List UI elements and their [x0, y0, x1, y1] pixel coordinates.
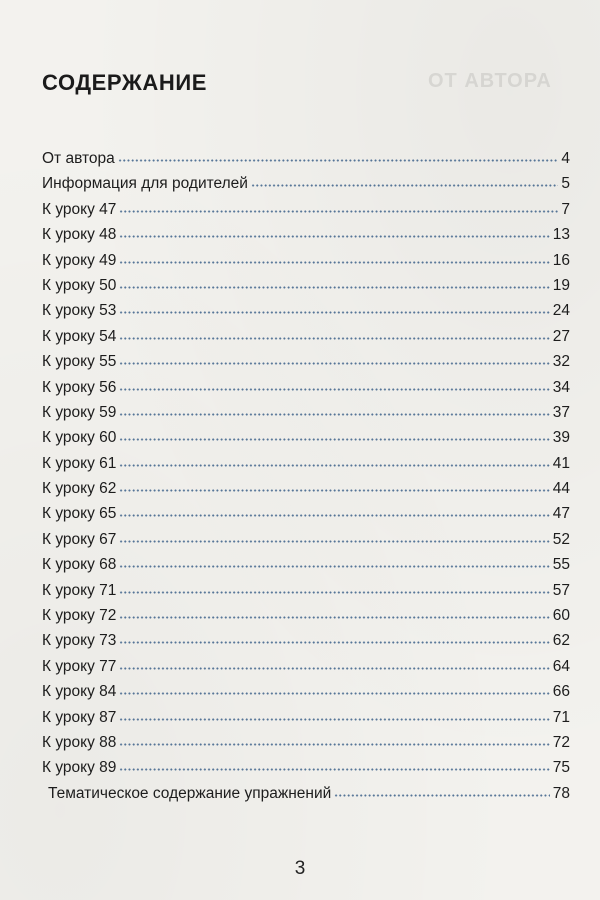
toc-entry-title: К уроку 65	[42, 505, 117, 523]
toc-leader-dots	[119, 616, 549, 619]
toc-entry-page: 78	[552, 784, 570, 802]
toc-entry-title: К уроку 89	[42, 759, 117, 777]
toc-entry	[42, 222, 570, 247]
toc-entry-title: К уроку 71	[42, 581, 117, 599]
toc-leader-dots	[251, 184, 558, 187]
toc-entry	[42, 248, 570, 273]
toc-entry-page: 24	[552, 302, 570, 320]
toc-entry-title: К уроку 87	[42, 708, 117, 726]
toc-leader-dots	[119, 514, 549, 517]
toc-entry-page: 5	[561, 175, 570, 193]
toc-leader-dots	[119, 311, 549, 314]
toc-leader-dots	[119, 667, 549, 670]
toc-entry	[42, 273, 570, 298]
toc-entry-page: 60	[552, 607, 570, 625]
toc-entry-title: К уроку 60	[42, 429, 117, 447]
toc-leader-dots	[119, 438, 549, 441]
toc-leader-dots	[119, 591, 549, 594]
toc-entry-page: 52	[552, 530, 570, 548]
toc-leader-dots	[119, 388, 549, 391]
toc-leader-dots	[119, 565, 549, 568]
toc-entry-title: К уроку 61	[42, 454, 117, 472]
toc-entry-page: 66	[552, 683, 570, 701]
toc-entry-page: 41	[552, 454, 570, 472]
toc-leader-dots	[119, 464, 549, 467]
toc-entry-title: К уроку 72	[42, 607, 117, 625]
toc-leader-dots	[119, 540, 549, 543]
toc-entry-title: К уроку 62	[42, 480, 117, 498]
toc-entry-title: К уроку 49	[42, 251, 117, 269]
toc-entry	[42, 171, 570, 196]
toc-entry-title: К уроку 54	[42, 327, 117, 345]
toc-entry-page: 19	[552, 276, 570, 294]
toc-entry-title: К уроку 73	[42, 632, 117, 650]
toc-leader-dots	[119, 768, 549, 771]
toc-entry-title: Информация для родителей	[42, 175, 248, 193]
toc-leader-dots	[334, 794, 549, 797]
toc-entry	[42, 324, 570, 349]
toc-entry-page: 75	[552, 759, 570, 777]
toc-entry-title: От автора	[42, 150, 115, 167]
toc-entry-page: 39	[552, 429, 570, 447]
toc-entry-title: К уроку 56	[42, 378, 117, 396]
toc-entry	[42, 146, 570, 171]
toc-entry-title: К уроку 67	[42, 530, 117, 548]
toc-entry	[42, 375, 570, 400]
toc-entry	[42, 755, 570, 780]
bleed-through-text: ОТ АВТОРА	[428, 70, 552, 92]
toc-entry	[42, 654, 570, 679]
toc-entry	[42, 578, 570, 603]
toc-leader-dots	[119, 210, 558, 213]
toc-entry-page: 64	[552, 657, 570, 675]
toc-entry-page: 16	[552, 251, 570, 269]
toc-leader-dots	[119, 413, 549, 416]
toc-entry-page: 62	[552, 632, 570, 650]
toc-entry	[42, 476, 570, 501]
toc-entry	[42, 527, 570, 552]
toc-entry-page: 34	[552, 378, 570, 396]
toc-entry-page: 32	[552, 353, 570, 371]
toc-leader-dots	[119, 718, 549, 721]
toc-leader-dots	[119, 286, 549, 289]
toc-entry-page: 71	[552, 708, 570, 726]
toc-entry-page: 37	[552, 403, 570, 421]
page-number: 3	[294, 858, 306, 879]
toc-entry-page: 55	[552, 556, 570, 574]
toc-entry	[42, 425, 570, 450]
toc-leader-dots	[119, 641, 549, 644]
table-of-contents	[42, 146, 570, 806]
toc-entry	[42, 349, 570, 374]
toc-entry	[42, 298, 570, 323]
toc-entry-title: К уроку 47	[42, 200, 117, 218]
toc-entry-page: 72	[552, 733, 570, 751]
toc-entry-page: 4	[561, 150, 570, 167]
toc-entry-page: 7	[561, 200, 570, 218]
toc-entry-title: К уроку 59	[42, 403, 117, 421]
toc-entry-page: 27	[552, 327, 570, 345]
toc-entry	[42, 552, 570, 577]
toc-entry-title: К уроку 77	[42, 657, 117, 675]
toc-entry	[42, 451, 570, 476]
toc-leader-dots	[119, 261, 549, 264]
toc-entry-title: К уроку 55	[42, 353, 117, 371]
toc-entry-page: 57	[552, 581, 570, 599]
toc-entry-title: К уроку 84	[42, 683, 117, 701]
toc-entry	[42, 730, 570, 755]
toc-entry-page: 13	[552, 226, 570, 244]
toc-entry	[42, 400, 570, 425]
toc-leader-dots	[119, 235, 549, 238]
toc-entry-page: 44	[552, 480, 570, 498]
toc-leader-dots	[119, 692, 549, 695]
toc-entry-page: 47	[552, 505, 570, 523]
toc-leader-dots	[119, 362, 549, 365]
toc-leader-dots	[119, 337, 549, 340]
toc-entry-title: К уроку 48	[42, 226, 117, 244]
toc-entry	[42, 781, 570, 806]
toc-leader-dots	[119, 489, 549, 492]
toc-entry-title: К уроку 68	[42, 556, 117, 574]
toc-entry	[42, 501, 570, 526]
toc-entry	[42, 705, 570, 730]
toc-entry	[42, 679, 570, 704]
toc-entry	[42, 197, 570, 222]
toc-entry-title: К уроку 53	[42, 302, 117, 320]
page-title: СОДЕРЖАНИЕ	[42, 70, 208, 95]
toc-entry	[42, 628, 570, 653]
toc-leader-dots	[119, 743, 549, 746]
toc-entry-title: Тематическое содержание упражнений	[48, 784, 332, 802]
toc-entry-title: К уроку 88	[42, 733, 117, 751]
toc-leader-dots	[118, 159, 559, 162]
toc-entry-title: К уроку 50	[42, 276, 117, 294]
toc-entry	[42, 603, 570, 628]
